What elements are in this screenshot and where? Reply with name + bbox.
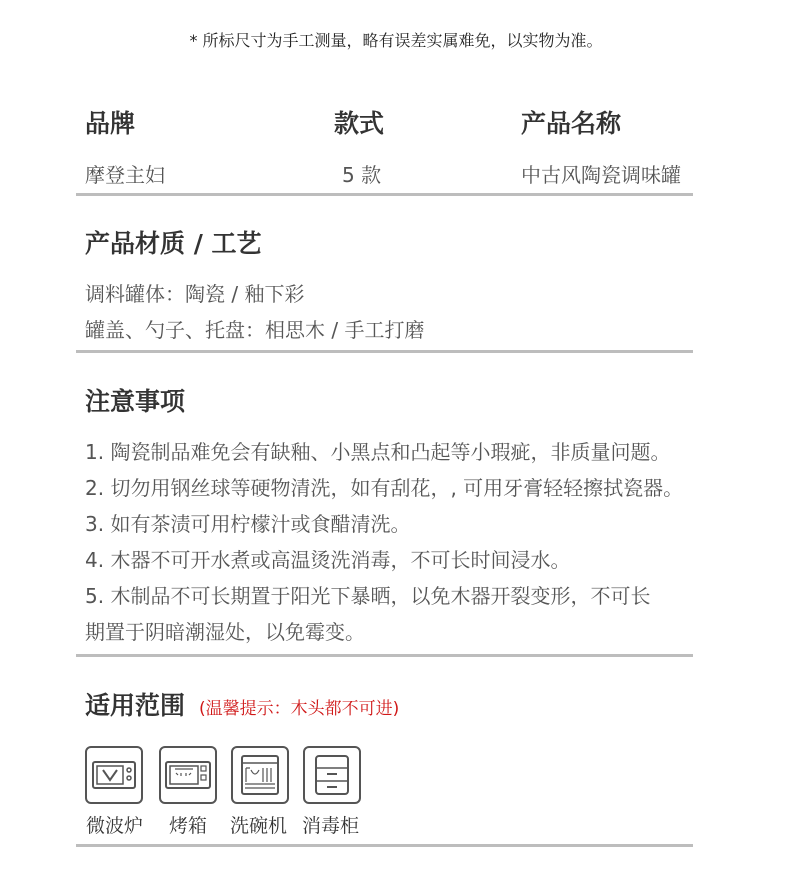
notice-item: 5. 木制品不可长期置于阳光下暴晒，以免木器开裂变形，不可长: [85, 584, 651, 608]
dishwasher-icon: [231, 746, 289, 804]
divider: [76, 654, 693, 657]
sterilizer-label: 消毒柜: [302, 815, 360, 837]
microwave-icon: [85, 746, 143, 804]
divider: [76, 350, 693, 353]
brand-header: 品牌: [85, 109, 136, 138]
sterilizer-icon: [303, 746, 361, 804]
product-name-header: 产品名称: [521, 109, 622, 138]
notice-item: 期置于阴暗潮湿处，以免霉变。: [85, 620, 365, 644]
divider: [76, 844, 693, 847]
usage-warning: (温馨提示：木头都不可进): [199, 699, 400, 719]
notice-item: 2. 切勿用钢丝球等硬物清洗，如有刮花，, 可用牙膏轻轻擦拭瓷器。: [85, 476, 684, 500]
notice-item: 3. 如有茶渍可用柠檬汁或食醋清洗。: [85, 512, 411, 536]
oven-label: 烤箱: [169, 815, 208, 837]
brand-value: 摩登主妇: [85, 163, 165, 187]
product-name-value: 中古风陶瓷调味罐: [521, 163, 681, 187]
dishwasher-label: 洗碗机: [230, 815, 288, 837]
material-title: 产品材质 / 工艺: [85, 229, 262, 258]
notice-item: 4. 木器不可开水煮或高温烫洗消毒，不可长时间浸水。: [85, 548, 571, 572]
measurement-note: * 所标尺寸为手工测量，略有误差实属难免，以实物为准。: [189, 31, 603, 50]
material-line: 调料罐体：陶瓷 / 釉下彩: [85, 282, 305, 306]
microwave-label: 微波炉: [86, 815, 144, 837]
usage-title: [85, 686, 399, 722]
style-header: 款式: [334, 109, 385, 138]
material-line: 罐盖、勺子、托盘：相思木 / 手工打磨: [85, 318, 425, 342]
oven-icon: [159, 746, 217, 804]
notice-item: 1. 陶瓷制品难免会有缺釉、小黑点和凸起等小瑕疵，非质量问题。: [85, 440, 671, 464]
style-value: 5 款: [342, 163, 382, 187]
usage-title-text: 适用范围: [85, 691, 186, 720]
divider: [76, 193, 693, 196]
notice-title: 注意事项: [85, 387, 186, 416]
